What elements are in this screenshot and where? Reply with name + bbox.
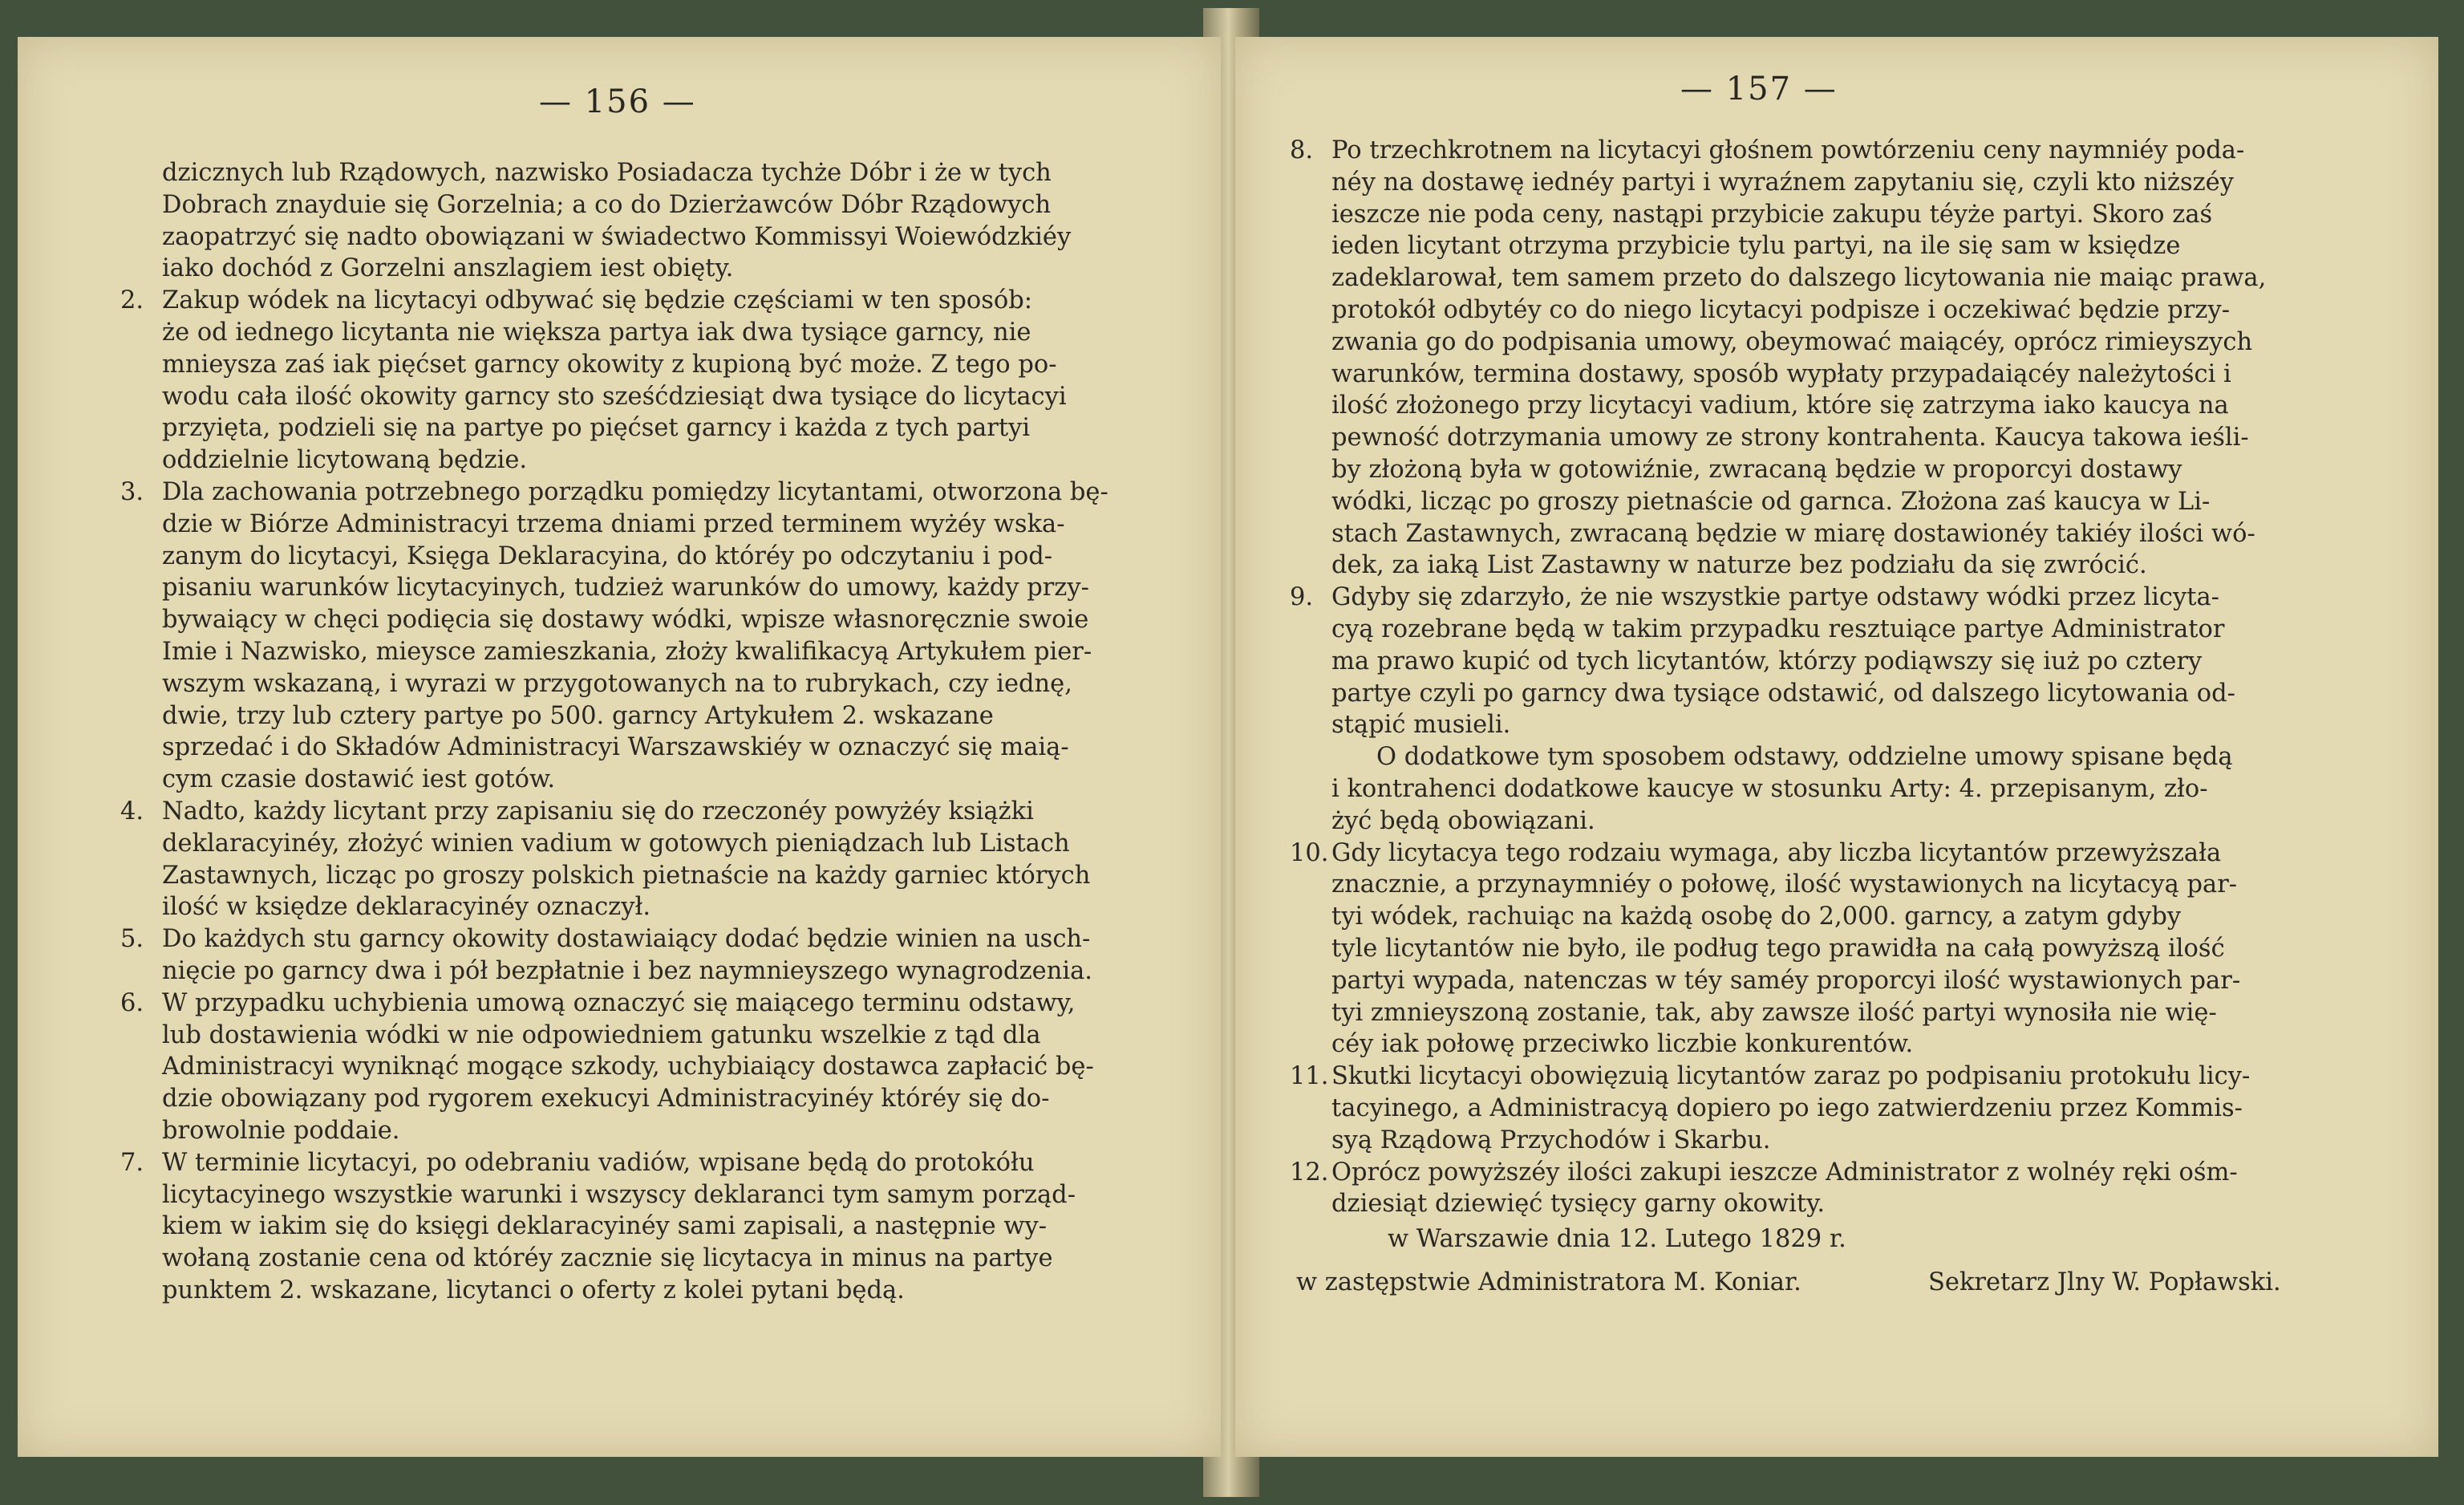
- article-line: [1331, 199, 2366, 231]
- article-line-text: céy iak połowę przeciwko liczbie konkurentów.: [1331, 1030, 1914, 1059]
- article-line: [1331, 741, 2366, 773]
- article-line-text: Skutki licytacyi obowięzuią licytantów zaraz po podpisaniu protokułu licy-: [1331, 1062, 2251, 1091]
- article-line: [162, 1083, 1165, 1115]
- article-line: [1331, 933, 2366, 965]
- article-line-text: dzie obowiązany pod rygorem exekucyi Administracyinéy któréy się do-: [162, 1085, 1050, 1114]
- article-line: [162, 444, 1165, 477]
- article-line-text: dzie w Biórze Administracyi trzema dniami przed terminem wyżéy wska-: [162, 509, 1065, 538]
- article-line-text: przyięta, podzieli się na partye po pięćset garncy i każda z tych partyi: [162, 414, 1031, 443]
- article-line: [1331, 390, 2366, 422]
- article-line-text: stąpić musieli.: [1331, 711, 1511, 740]
- article-line: [1331, 454, 2366, 486]
- article-line: [162, 636, 1165, 668]
- article-line: [1331, 422, 2366, 454]
- article-line-text: partyi wypada, natenczas w téy saméy proporcyi ilość wystawionych par-: [1331, 966, 2241, 995]
- article-line: [162, 860, 1165, 892]
- article-line-text: wódki, licząc po groszy pietnaście od garnca. Złożona zaś kaucya w Li-: [1331, 487, 2211, 516]
- article-line-text: dziesiąt dziewięć tysięcy garny okowity.: [1331, 1190, 1826, 1219]
- article-line: [1331, 901, 2366, 933]
- article-line: [162, 1179, 1165, 1211]
- article-line-text: cym czasie dostawić iest gotów.: [162, 765, 556, 794]
- article-line: [120, 285, 1165, 317]
- article-line-text: Nadto, każdy licytant przy zapisaniu się do rzeczonéy powyżéy książki: [162, 797, 1034, 826]
- article-line: [1331, 965, 2366, 997]
- article-line-text: mnieysza zaś iak pięćset garncy okowity z kupioną być może. Z tego po-: [162, 350, 1057, 379]
- article-number: 3.: [120, 477, 144, 506]
- article-line: [120, 796, 1165, 828]
- article-line-text: by złożoną była w gotowiźnie, zwracaną będzie w proporcyi dostawy: [1331, 455, 2182, 484]
- article-line-text: Dla zachowania potrzebnego porządku pomiędzy licytantami, otworzona bę-: [162, 477, 1108, 506]
- article-line-text: zanym do licytacyi, Księga Deklaracyina, do któréy po odczytaniu i pod-: [162, 542, 1053, 570]
- article-line: [162, 1020, 1165, 1052]
- article-item: [120, 1147, 1165, 1307]
- article-line-text: stach Zastawnych, zwracaną będzie w miarę dostawionéy takiéy ilości wó-: [1331, 519, 2255, 548]
- article-line: [162, 1211, 1165, 1243]
- article-line: [162, 1275, 1165, 1307]
- article-line-text: lub dostawienia wódki w nie odpowiedniem gatunku wszelkie z tąd dla: [162, 1020, 1041, 1049]
- article-item: [1290, 1157, 2366, 1221]
- article-line: [162, 668, 1165, 700]
- article-line: [120, 988, 1165, 1020]
- article-line: [1331, 805, 2366, 838]
- article-line: [120, 477, 1165, 509]
- article-line-text: ieszcze nie poda ceny, nastąpi przybicie zakupu téyże partyi. Skoro zaś: [1331, 200, 2213, 229]
- article-line: [1331, 709, 2366, 741]
- article-line-text: Gdyby się zdarzyło, że nie wszystkie partye odstawy wódki przez licyta-: [1331, 583, 2219, 612]
- article-line-text: Do każdych stu garncy okowity dostawiaiący dodać będzie winien na usch-: [162, 925, 1091, 954]
- article-number: 9.: [1290, 583, 1314, 612]
- article-line-text: browolnie poddaie.: [162, 1116, 400, 1145]
- article-line-text: żyć będą obowiązani.: [1331, 806, 1595, 835]
- article-item: [1290, 838, 2366, 1061]
- article-line-text: punktem 2. wskazane, licytanci o oferty z kolei pytani będą.: [162, 1276, 905, 1304]
- article-line-text: oddzielnie licytowaną będzie.: [162, 446, 528, 475]
- article-line: [1331, 262, 2366, 294]
- date-line: w Warszawie dnia 12. Lutego 1829 r.: [1388, 1225, 1846, 1254]
- article-item: [120, 988, 1165, 1147]
- article-line-text: Imie i Nazwisko, mieysce zamieszkania, złoży kwalifikacyą Artykułem pier-: [162, 637, 1092, 666]
- article-line: [162, 1115, 1165, 1147]
- article-line: [1331, 1125, 2366, 1157]
- article-line-text: tacyinego, a Administracyą dopiero po iego zatwierdzeniu przez Kommis-: [1331, 1093, 2243, 1122]
- article-item: [1331, 741, 2366, 837]
- article-line-text: Gdy licytacya tego rodzaiu wymaga, aby liczba licytantów przewyższała: [1331, 838, 2222, 867]
- article-line-text: wołaną zostanie cena od któréy zacznie się licytacya in minus na partye: [162, 1244, 1053, 1273]
- article-line-text: syą Rządową Przychodów i Skarbu.: [1331, 1126, 1771, 1154]
- article-line-text: néy na dostawę iednéy partyi i wyraźnem zapytaniu się, czyli kto niższéy: [1331, 168, 2234, 197]
- article-line: [162, 1051, 1165, 1083]
- article-line-text: bywaiący w chęci podięcia się dostawy wódki, wpisze własnoręcznie swoie: [162, 606, 1089, 635]
- article-line-text: cyą rozebrane będą w takim przypadku resztuiące partye Administrator: [1331, 615, 2225, 643]
- article-line-text: Zastawnych, licząc po groszy polskich pietnaście na każdy garniec których: [162, 861, 1091, 890]
- article-line: [162, 764, 1165, 796]
- article-line: [1290, 1157, 2366, 1189]
- article-line: [120, 923, 1165, 955]
- article-line-text: tyi wódek, rachuiąc na każdą osobę do 2,000. garncy, a zatym gdyby: [1331, 903, 2182, 931]
- signature-left: w zastępstwie Administratora M. Koniar.: [1296, 1268, 1801, 1296]
- article-line: [1290, 838, 2366, 870]
- article-line: [1331, 614, 2366, 646]
- article-line-text: ilość w księdze deklaracyinéy oznaczył.: [162, 893, 651, 922]
- article-line: [162, 891, 1165, 923]
- article-line: [1331, 1188, 2366, 1220]
- article-line-text: licytacyinego wszystkie warunki i wszyscy deklaranci tym samym porząd-: [162, 1180, 1076, 1209]
- article-line: [1331, 294, 2366, 327]
- article-line: [162, 828, 1165, 860]
- article-number: 6.: [120, 988, 144, 1017]
- signature-row: [1296, 1267, 2366, 1299]
- article-line-text: pisaniu warunków licytacyinych, tudzież warunków do umowy, każdy przy-: [162, 574, 1089, 602]
- article-line-text: Administracyi wyniknąć mogące szkody, uchybiaiący dostawca zapłacić bę-: [162, 1053, 1094, 1081]
- article-item: [120, 477, 1165, 796]
- article-line-text: Oprócz powyższéy ilości zakupi ieszcze Administrator z wolnéy ręki ośm-: [1331, 1158, 2238, 1187]
- article-item: [1290, 582, 2366, 741]
- article-line-text: sprzedać i do Składów Administracyi Warszawskiéy w oznaczyć się maią-: [162, 733, 1069, 762]
- article-number: 8.: [1290, 136, 1314, 164]
- article-line: [1331, 773, 2366, 805]
- article-line: [1290, 582, 2366, 614]
- article-line: [1331, 646, 2366, 678]
- article-line-text: Po trzechkrotnem na licytacyi głośnem powtórzeniu ceny naymniéy poda-: [1331, 136, 2245, 164]
- article-line: [162, 1243, 1165, 1275]
- article-line: [1331, 678, 2366, 710]
- article-line: [1331, 1028, 2366, 1061]
- article-line: [162, 509, 1165, 541]
- article-number: 11.: [1290, 1062, 1329, 1091]
- left-page-text: [120, 157, 1165, 1307]
- article-line: [1331, 518, 2366, 550]
- article-item: [120, 923, 1165, 988]
- article-line-text: W przypadku uchybienia umową oznaczyć się maiącego terminu odstawy,: [162, 988, 1076, 1017]
- article-line-text: znacznie, a przynaymniéy o połowę, ilość wystawionych na licytacyą par-: [1331, 870, 2238, 899]
- article-number: 2.: [120, 286, 144, 315]
- article-line-text: partye czyli po garncy dwa tysiące odstawić, od dalszego licytowania od-: [1331, 679, 2235, 708]
- article-line: [1331, 167, 2366, 199]
- article-line-text: wodu cała ilość okowity garncy sto sześćdziesiąt dwa tysiące do licytacyi: [162, 382, 1067, 411]
- left-page: [18, 37, 1221, 1457]
- article-item: [120, 285, 1165, 477]
- article-line: [1331, 230, 2366, 262]
- intro-line: dzicznych lub Rządowych, nazwisko Posiadacza tychże Dóbr i że w tych: [162, 159, 1052, 187]
- article-line: [120, 1147, 1165, 1179]
- article-line: [1331, 550, 2366, 582]
- intro-line: Dobrach znayduie się Gorzelnia; a co do Dzierżawców Dóbr Rządowych: [162, 190, 1052, 219]
- article-line: [1331, 359, 2366, 391]
- article-line: [1290, 1061, 2366, 1093]
- article-item: [1290, 135, 2366, 582]
- right-page-text: [1290, 135, 2366, 1299]
- article-line-text: kiem w iakim się do księgi deklaracyinéy sami zapisali, a następnie wy-: [162, 1212, 1048, 1241]
- article-line-text: deklaracyinéy, złożyć winien vadium w gotowych pieniądzach lub Listach: [162, 829, 1070, 858]
- article-line: [1331, 997, 2366, 1029]
- article-line: [162, 317, 1165, 349]
- article-line-text: wszym wskazaną, i wyrazi w przygotowanych na to rubrykach, czy iednę,: [162, 669, 1072, 698]
- article-item: [1290, 1061, 2366, 1156]
- article-line: [1331, 1093, 2366, 1125]
- article-line: [162, 955, 1165, 988]
- article-line-text: zadeklarował, tem samem przeto do dalszego licytowania nie maiąc prawa,: [1331, 264, 2267, 293]
- article-number: 12.: [1290, 1158, 1329, 1187]
- article-number: 4.: [120, 797, 144, 826]
- article-line-text: tyi zmnieyszoną zostanie, tak, aby zawsze ilość partyi wynosiła nie wię-: [1331, 998, 2217, 1027]
- article-line-text: nięcie po garncy dwa i pół bezpłatnie i bez naymnieyszego wynagrodzenia.: [162, 956, 1092, 985]
- article-line-text: tyle licytantów nie było, ile podług tego prawidła na całą powyższą ilość: [1331, 934, 2225, 963]
- article-number: 5.: [120, 925, 144, 954]
- article-line-text: zwania go do podpisania umowy, obeymować maiącéy, oprócz rimieyszych: [1331, 327, 2253, 356]
- article-number: 10.: [1290, 838, 1329, 867]
- article-line-text: protokół odbytéy co do niego licytacyi podpisze i oczekiwać będzie przy-: [1331, 295, 2231, 324]
- article-line: [162, 604, 1165, 636]
- article-line: [162, 541, 1165, 573]
- article-line: [162, 700, 1165, 732]
- article-line-text: i kontrahenci dodatkowe kaucye w stosunku Arty: 4. przepisanym, zło-: [1331, 774, 2208, 803]
- article-line-text: pewność dotrzymania umowy ze strony kontrahenta. Kaucya takowa ieśli-: [1331, 424, 2249, 452]
- article-line: [162, 381, 1165, 413]
- intro-line: iako dochód z Gorzelni anszlagiem iest obięty.: [162, 254, 734, 283]
- article-line: [1331, 327, 2366, 359]
- right-page-number: — 157 —: [1680, 71, 1838, 108]
- article-line: [1331, 486, 2366, 518]
- article-line-text: ma prawo kupić od tych licytantów, którzy podiąwszy się iuż po cztery: [1331, 647, 2203, 675]
- article-line: [162, 349, 1165, 381]
- signature-right: Sekretarz Jlny W. Popławski.: [1928, 1268, 2281, 1296]
- intro-line: zaopatrzyć się nadto obowiązani w świadectwo Kommissyi Woiewódzkiéy: [162, 222, 1072, 251]
- article-line-text: dek, za iaką List Zastawny w naturze bez podziału da się zwrócić.: [1331, 551, 2147, 580]
- article-line: [1331, 869, 2366, 901]
- article-line: [1290, 135, 2366, 167]
- article-line: [162, 572, 1165, 604]
- article-line-text: warunków, termina dostawy, sposób wypłaty przypadaiącéy należytości i: [1331, 359, 2231, 388]
- right-page: [1235, 37, 2438, 1457]
- article-line-text: O dodatkowe tym sposobem odstawy, oddzielne umowy spisane będą: [1376, 743, 2233, 772]
- article-line-text: ilość złożonego przy licytacyi vadium, które się zatrzyma iako kaucya na: [1331, 391, 2229, 420]
- article-line: [162, 412, 1165, 444]
- article-line-text: Zakup wódek na licytacyi odbywać się będzie częściami w ten sposób:: [162, 286, 1033, 315]
- article-item: [120, 796, 1165, 923]
- article-line: [162, 732, 1165, 764]
- article-number: 7.: [120, 1148, 144, 1177]
- article-line-text: ieden licytant otrzyma przybicie tylu partyi, na ile się sam w księdze: [1331, 232, 2181, 261]
- article-line-text: W terminie licytacyi, po odebraniu vadiów, wpisane będą do protokółu: [162, 1148, 1035, 1177]
- left-page-number: — 156 —: [539, 83, 696, 120]
- article-line-text: dwie, trzy lub cztery partye po 500. garncy Artykułem 2. wskazane: [162, 701, 994, 730]
- article-line-text: że od iednego licytanta nie większa partya iak dwa tysiące garncy, nie: [162, 318, 1031, 347]
